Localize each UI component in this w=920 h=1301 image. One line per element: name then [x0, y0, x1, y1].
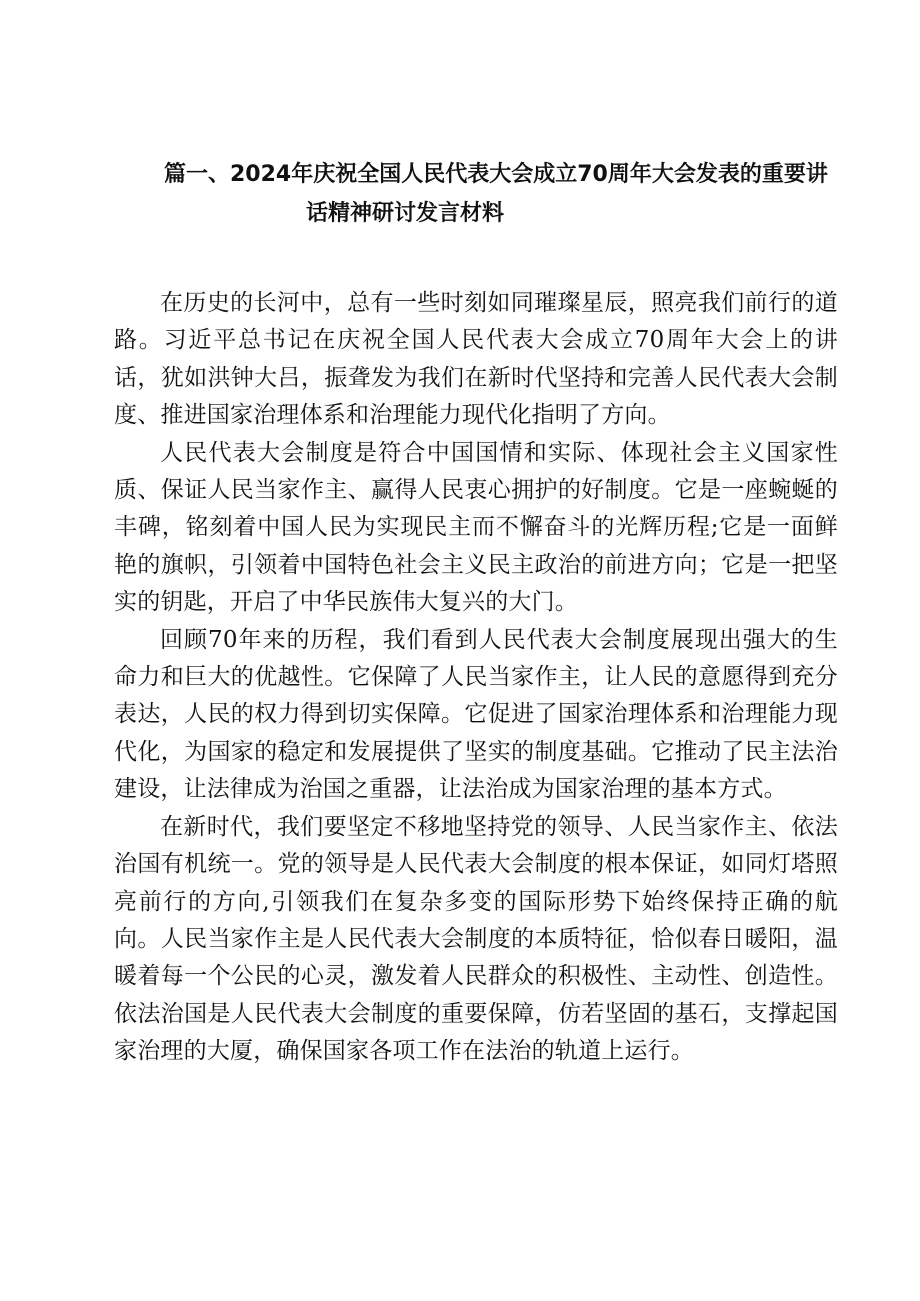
paragraph: 在新时代，我们要坚定不移地坚持党的领导、人民当家作主、依法治国有机统一。党的领导是人民代表大会制度的根本保证，如同灯塔照亮前行的方向,引领我们在复杂多变的国际形势下始终保持正确的航向。人民当家作主是人民代表大会制度的本质特征，恰似春日暖阳，温暖着每一个公民的心灵，激发着人民群众的积极性、主动性、创造性。依法治国是人民代表大会制度的重要保障，仿若坚固的基石，支撑起国家治理的大厦，确保国家各项工作在法治的轨道上运行。 — [114, 813, 838, 1065]
document-body — [114, 285, 838, 1071]
paragraph: 人民代表大会制度是符合中国国情和实际、体现社会主义国家性质、保证人民当家作主、赢得人民衷心拥护的好制度。它是一座蜿蜒的丰碑，铭刻着中国人民为实现民主而不懈奋斗的光辉历程;它是一面鲜艳的旗帜，引领着中国特色社会主义民主政治的前进方向；它是一把坚实的钥匙，开启了中华民族伟大复兴的大门。 — [114, 439, 838, 616]
paragraph: 回顾70年来的历程，我们看到人民代表大会制度展现出强大的生命力和巨大的优越性。它保障了人民当家作主，让人民的意愿得到充分表达，人民的权力得到切实保障。它促进了国家治理体系和治理能力现代化，为国家的稳定和发展提供了坚实的制度基础。它推动了民主法治建设，让法律成为治国之重器，让法治成为国家治理的基本方式。 — [114, 626, 838, 803]
paragraph: 在历史的长河中，总有一些时刻如同璀璨星辰，照亮我们前行的道路。习近平总书记在庆祝全国人民代表大会成立70周年大会上的讲话，犹如洪钟大吕，振聋发为我们在新时代坚持和完善人民代表大会制度、推进国家治理体系和治理能力现代化指明了方向。 — [114, 290, 838, 429]
document-title-line-1: 篇一、2024年庆祝全国人民代表大会成立70周年大会发表的重要讲 — [164, 162, 828, 187]
document-title-line-2: 话精神研讨发言材料 — [306, 201, 505, 226]
